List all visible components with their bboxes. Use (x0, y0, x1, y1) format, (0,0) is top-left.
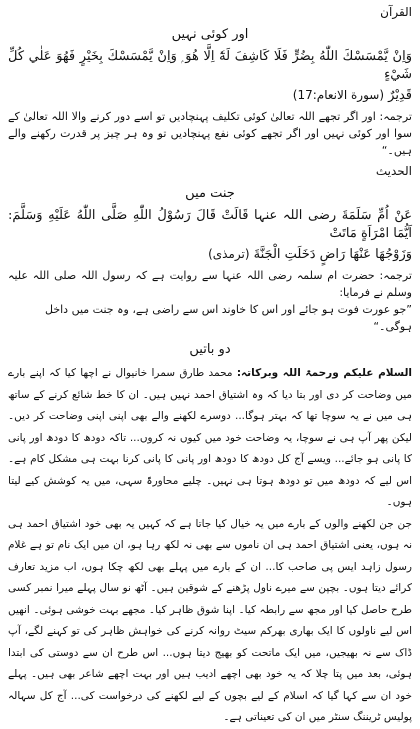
letter-paragraph-1 (8, 363, 412, 514)
quran-translation: ترجمہ: اور اگر تجھے اللہ تعالیٰ کوئی تکلیف پہنچادیں تو اسے دور کرنے والا اللہ تعالیٰ کے سوا اور کوئی نہیں اور اگر تجھے کوئی نفع پہنچادیں تو وہ ہر چیز پر قدرت رکھنے والے ہیں۔“ (8, 110, 412, 157)
section-label-hadith: الحدیث (375, 164, 412, 178)
quran-verse-reference: (سورة الانعام:17) (292, 88, 385, 102)
quran-verse-line2 (8, 86, 412, 105)
hadith-reference: (ترمذی) (208, 247, 250, 261)
quran-verse-word: قَدِيْرٌ (388, 88, 412, 103)
hadith-translation: ترجمہ: حضرت ام سلمہ رضی اللہ عنہا سے روایت ہے کہ رسول اللہ صلی اللہ علیہ وسلم نے فرمایا: (8, 269, 412, 299)
letter-paragraph-2: جن جن لکھنے والوں کے بارے میں یہ خیال کیا جاتا ہے کہ کہیں یہ بھی خود اشتیاق احمد ہی نہ ہوں، یعنی اشتیاق احمد ہی ان ناموں سے بھی نہ لکھ رہا ہو، ان میں ایک نام تو ہے غلام رسول زاہد ایس پی صاحب کا... ان کے بارے میں پہلے بھی لکھ چکا ہوں، اب مزید تعارف کرائے دیتا ہوں۔ بچپن سے میرے ناول پڑھنے کے شوقین ہیں۔ آٹھ نو سال پہلے میرا نمبر کسی طرح حاصل کیا اور مجھ سے رابطہ کیا۔ اپنا شوق ظاہر کیا۔ مجھے بہت خوشی ہوئی۔ انھیں اس لیے ناولوں کا ایک بھاری بھرکم سیٹ روانہ کرنے کی خواہش ظاہر کی تو کہنے لگے، آپ ڈاک سے نہ بھیجیں، میں ایک ماتحت کو بھیج دیتا ہوں... اس طرح ان سے دوستی کی ابتدا ہوئی، بعد میں پتا چلا کہ یہ خود بھی اچھے ادیب ہیں اور بہت اچھے شاعر بھی ہیں۔ پہلے خود ان سے کہا گیا کہ اسلام کے لیے بچوں کے لیے لکھنے کی درخواست کی... آج کل سہالہ پولیس ٹریننگ سنٹر میں ان کی تعیناتی ہے۔ (8, 517, 412, 723)
hadith-text-end: وَزَوْجُهَا عَنْهَا رَاضٍ دَخَلَتِ الْجَنَّةَ (253, 247, 412, 262)
letter-paragraph-1-text: محمد طارق سمرا خانیوال نے اچھا کیا کہ اپنے بارے میں وضاحت کر دی اور بتا دیا کہ وہ اشتیاق احمد نہیں ہیں۔ ان کا خط شائع کرنے کے ساتھ ہی میں نے یہ سوچا تھا کہ بہتر ہوگا... دوسرے لکھنے والے بھی اپنی اپنی وضاحت کر دیں۔ لیکن پھر آپ ہی نے سوچا، یہ وضاحت خود میں کیوں نہ کروں... تاکہ دودھ کا دودھ اور پانی کا پانی ہو جائے... ویسے آج کل دودھ کا دودھ اور پانی کا پانی کرنا بہت ہی مشکل کام ہے۔ اس لیے کہ دودھ میں تو دودھ ہوتا ہی نہیں۔ چلیے محاورۃً سہی، میں یہ کوشش کیے لیتا ہوں۔ (8, 367, 412, 508)
section-label-quran: القرآن (380, 5, 412, 19)
letter-heading: دو باتیں (189, 342, 231, 357)
hadith-text-line2 (8, 245, 412, 264)
quran-verse-line1: وَاِنْ يَّمْسَسْكَ اللّٰهُ بِضُرٍّ فَلَا كَاشِفَ لَهٗٓ اِلَّا هُوَ ۭ وَاِنْ يَّمْسَسْكَ بِخَيْرٍ فَهُوَ عَلٰي كُلِّ شَيْءٍ (8, 49, 412, 82)
letter-greeting: السلام علیکم ورحمۃ اللہ وبرکاتہ: (236, 367, 413, 379)
hadith-heading: جنت میں (185, 186, 235, 201)
quran-heading: اور کوئی نہیں (171, 27, 249, 42)
hadith-quote: ”جو عورت فوت ہو جائے اور اس کا خاوند اس سے راضی ہے، وہ جنت میں داخل ہوگی۔“ (45, 303, 412, 333)
hadith-text-line1: عَنْ اُمِّ سَلَمَةَ رضی اللہ عنہا قَالَتْ قَالَ رَسُوْلُ اللّٰهِ صَلَّى اللّٰهُ عَلَيْهِ وَسَلَّمَ: اَيُّمَا امْرَاَةٍ مَاتَتْ (8, 208, 412, 241)
